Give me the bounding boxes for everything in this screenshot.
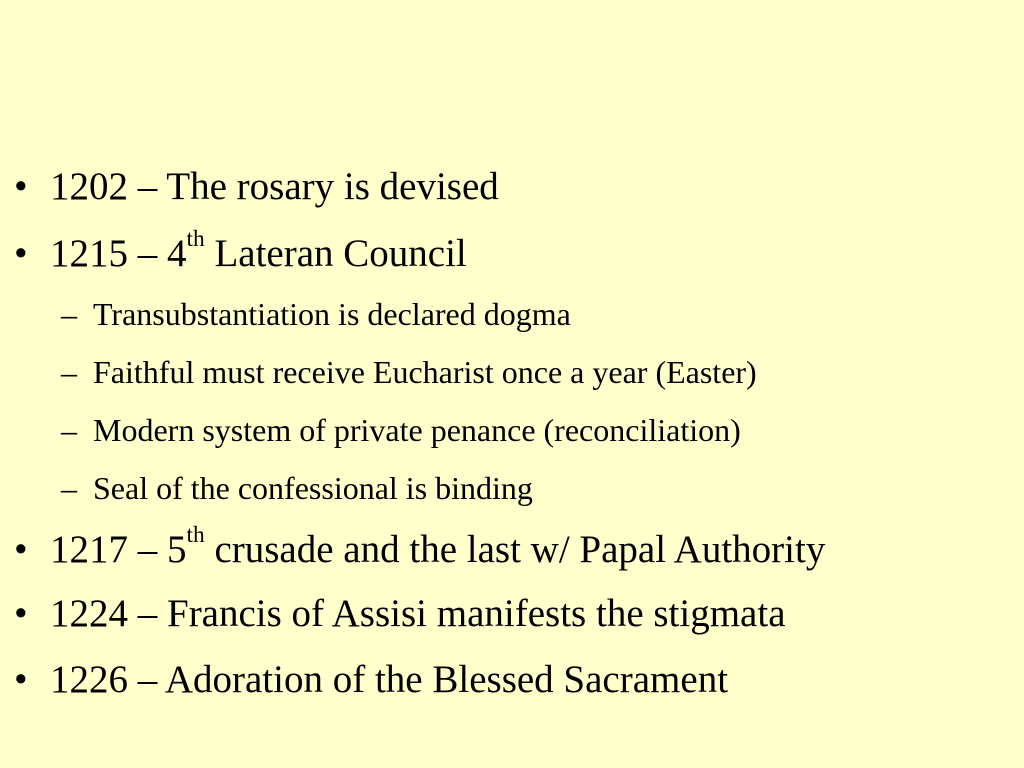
bullet-icon: • [14,592,28,635]
sub-item-text: Faithful must receive Eucharist once a year (Easter) [93,354,757,390]
bullet-icon: • [14,232,28,275]
dash-icon: – [61,470,77,506]
bullet-item-1215 [14,226,467,276]
dash-icon: – [61,296,77,332]
bullet-text: 1224 – Francis of Assisi manifests the stigmata [50,592,786,635]
sub-item-transubstantiation [61,296,571,332]
ordinal-suffix: th [186,226,205,253]
bullet-text-post: crusade and the last w/ Papal Authority [204,528,826,571]
sub-item-penance [61,412,741,448]
sub-item-text: Modern system of private penance (reconciliation) [93,412,741,448]
bullet-item-1202 [14,165,499,209]
bullet-icon: • [14,528,28,571]
sub-item-confessional [61,470,533,506]
ordinal-suffix: th [186,522,205,549]
bullet-icon: • [14,165,28,208]
sub-item-eucharist [61,354,757,390]
bullet-item-1224 [14,592,786,636]
bullet-text-pre: 1217 – 5 [50,528,187,571]
bullet-text: 1202 – The rosary is devised [50,165,499,208]
bullet-text-pre: 1215 – 4 [50,232,187,275]
dash-icon: – [61,354,77,390]
bullet-text-post: Lateran Council [204,232,467,275]
sub-item-text: Seal of the confessional is binding [93,470,533,506]
bullet-icon: • [14,658,28,701]
bullet-item-1217 [14,522,826,572]
sub-item-text: Transubstantiation is declared dogma [93,296,571,332]
bullet-text: 1226 – Adoration of the Blessed Sacrament [50,658,729,701]
bullet-item-1226 [14,658,728,702]
dash-icon: – [61,412,77,448]
